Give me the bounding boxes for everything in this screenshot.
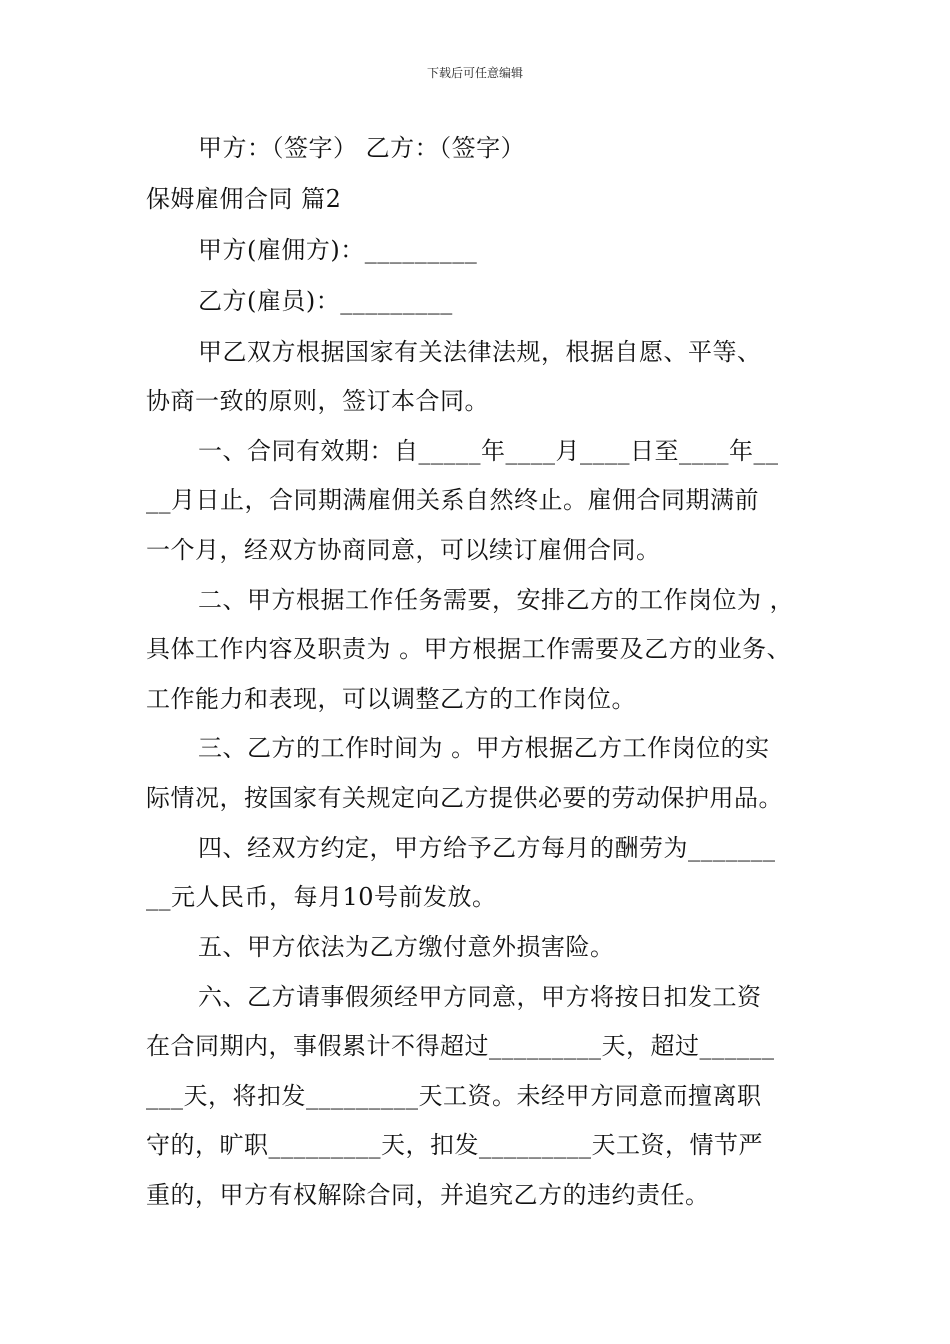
paragraph-line: 一、合同有效期：自_____年____月____日至____年__: [198, 437, 779, 465]
paragraph-line: 工作能力和表现，可以调整乙方的工作岗位。: [146, 685, 636, 713]
party-b-line: 乙方(雇员)：_________: [198, 287, 453, 315]
paragraph-line: 四、经双方约定，甲方给予乙方每月的酬劳为_______: [198, 834, 776, 862]
paragraph-line: 具体工作内容及职责为 。甲方根据工作需要及乙方的业务、: [146, 635, 792, 663]
paragraph-line: 重的，甲方有权解除合同，并追究乙方的违约责任。: [146, 1181, 710, 1209]
paragraph-line: 五、甲方依法为乙方缴付意外损害险。: [198, 933, 615, 961]
paragraph-line: 际情况，按国家有关规定向乙方提供必要的劳动保护用品。: [146, 784, 783, 812]
paragraph-line: 三、乙方的工作时间为 。甲方根据乙方工作岗位的实: [198, 734, 770, 762]
paragraph-line: 二、甲方根据工作任务需要，安排乙方的工作岗位为 ，: [198, 586, 795, 614]
paragraph-line: __元人民币，每月10号前发放。: [146, 883, 497, 911]
paragraph-line: 甲乙双方根据国家有关法律法规，根据自愿、平等、: [198, 338, 762, 366]
paragraph-line: __月日止，合同期满雇佣关系自然终止。雇佣合同期满前: [146, 486, 759, 514]
paragraph-line: 六、乙方请事假须经甲方同意，甲方将按日扣发工资: [198, 983, 762, 1011]
party-a-line: 甲方(雇佣方)：_________: [198, 236, 478, 264]
paragraph-line: 守的，旷职_________天，扣发_________天工资，情节严: [146, 1131, 763, 1159]
paragraph-line: ___天，将扣发_________天工资。未经甲方同意而擅离职: [146, 1082, 762, 1110]
header-note: 下载后可任意编辑: [426, 66, 523, 80]
section-title: 保姆雇佣合同 篇2: [146, 185, 342, 213]
paragraph-line: 一个月，经双方协商同意，可以续订雇佣合同。: [146, 536, 661, 564]
signature-line: 甲方：（签字） 乙方：（签字）: [198, 134, 526, 162]
paragraph-line: 在合同期内，事假累计不得超过_________天，超过______: [146, 1032, 775, 1060]
paragraph-line: 协商一致的原则，签订本合同。: [146, 387, 489, 415]
